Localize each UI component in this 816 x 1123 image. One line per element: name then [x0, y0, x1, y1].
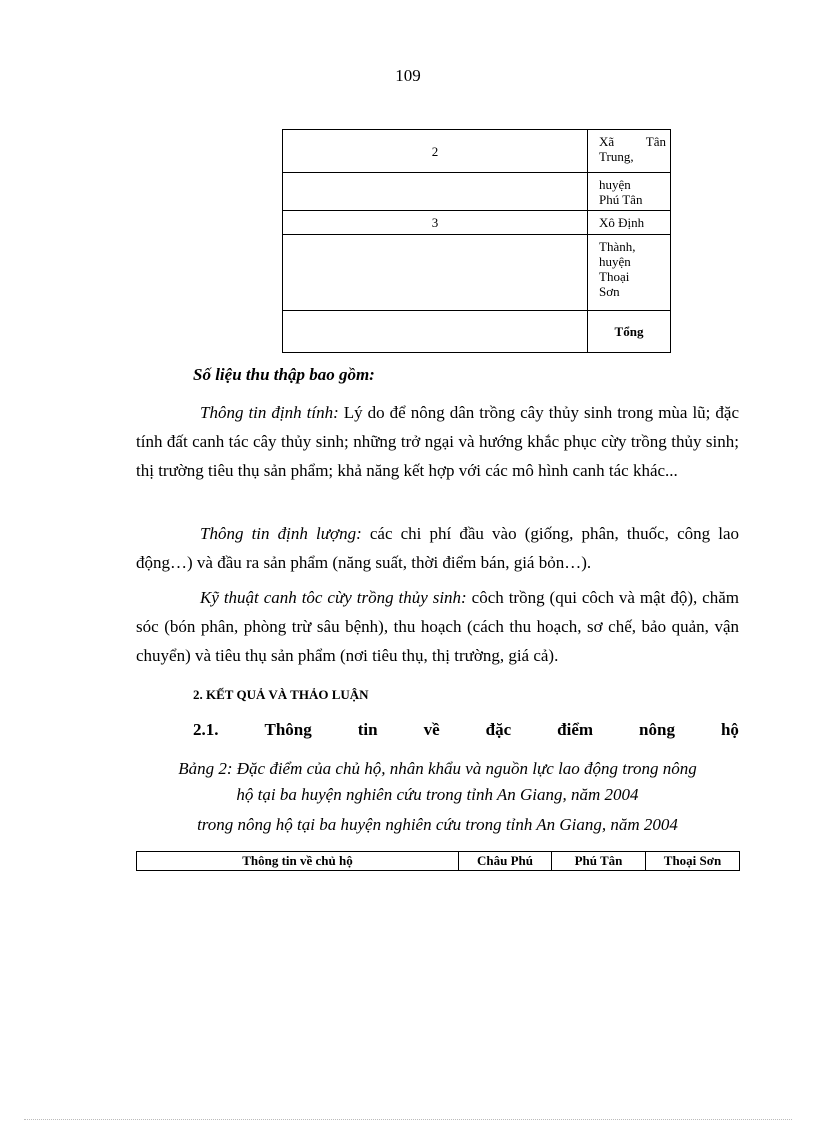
location-name	[588, 130, 671, 173]
page-number: 109	[395, 66, 421, 85]
location-name	[588, 173, 671, 211]
heading-word: đặc	[485, 720, 512, 739]
row-number	[283, 173, 588, 211]
data-heading: Số liệu thu thập bao gồm:	[193, 365, 375, 384]
household-info-table	[136, 851, 740, 871]
location-name-line: huyện	[599, 254, 631, 269]
quantitative-paragraph	[136, 519, 739, 577]
heading-word: điểm	[557, 720, 594, 739]
table-row	[283, 211, 671, 235]
table-header-row	[137, 852, 740, 871]
location-name-line: Xô Định	[599, 215, 645, 230]
table-row	[283, 235, 671, 311]
location-name-line: Thoại	[599, 269, 630, 284]
table-row	[283, 311, 671, 353]
location-table	[282, 129, 671, 353]
location-name-line: Xã Tân	[599, 134, 666, 149]
quantitative-label: Thông tin định lượng:	[200, 524, 362, 543]
qualitative-text: Lý do để nông dân trồng cây thủy sinh trong mùa lũ; đặc tính đất canh tác cây thủy sinh; những trở ngại và hướng khắc phục cừy trồng thủy sinh; thị trường tiêu thụ sản phẩm; khả năng kết hợp với các mô hình canh tác khác...	[136, 403, 740, 480]
qualitative-paragraph	[136, 398, 739, 485]
row-number	[283, 235, 588, 311]
heading-word: tin	[357, 720, 378, 739]
qualitative-label: Thông tin định tính:	[200, 403, 339, 422]
location-name-line: Sơn	[599, 284, 620, 299]
header-thoai-son: Thoại Sơn	[646, 852, 740, 871]
table-caption-line-1: Bảng 2: Đặc điểm của chủ hộ, nhân khẩu và nguồn lực lao động trong nông	[178, 759, 697, 778]
quantitative-text: các chi phí đầu vào (giống, phân, thuốc, công lao động…) và đầu ra sản phẩm (năng suất, thời điểm bán, giá bỏn…).	[136, 524, 740, 572]
heading-word: 2.1.	[193, 720, 219, 739]
header-phu-tan: Phú Tân	[552, 852, 646, 871]
location-name	[588, 211, 671, 235]
location-name-line: Thành,	[599, 239, 636, 254]
location-name-line: Phú Tân	[599, 192, 643, 207]
table-row	[283, 173, 671, 211]
technique-text: côch trồng (qui côch và mật độ), chăm sóc (bón phân, phòng trừ sâu bệnh), thu hoạch (cách thu hoạch, sơ chế, bảo quản, vận chuyển) và tiêu thụ sản phẩm (nơi tiêu thụ, thị trường, giá cả).	[136, 588, 739, 665]
technique-label: Kỹ thuật canh tôc cừy trồng thủy sinh:	[200, 588, 467, 607]
heading-word: nông	[639, 720, 675, 739]
section-2-heading: 2. KẾT QUẢ VÀ THẢO LUẬN	[193, 687, 369, 702]
section-2-1-heading	[193, 720, 739, 740]
total-label: Tổng	[588, 311, 671, 353]
header-household-info: Thông tin về chủ hộ	[137, 852, 459, 871]
technique-paragraph	[136, 583, 739, 670]
table-caption-line-2: hộ tại ba huyện nghiên cứu trong tỉnh An Giang, năm 2004	[236, 785, 639, 804]
location-name	[588, 235, 671, 311]
heading-word: về	[423, 720, 440, 739]
header-chau-phu: Châu Phú	[459, 852, 552, 871]
table-caption-line-3: trong nông hộ tại ba huyện nghiên cứu trong tỉnh An Giang, năm 2004	[197, 815, 678, 834]
location-name-line: huyện	[599, 177, 631, 192]
table-row	[283, 130, 671, 173]
row-number: 2	[283, 130, 588, 173]
footer-divider	[24, 1119, 792, 1120]
heading-word: Thông	[264, 720, 312, 739]
location-name-line: Trung,	[599, 149, 634, 164]
total-empty-cell	[283, 311, 588, 353]
row-number: 3	[283, 211, 588, 235]
heading-word: hộ	[720, 720, 739, 739]
